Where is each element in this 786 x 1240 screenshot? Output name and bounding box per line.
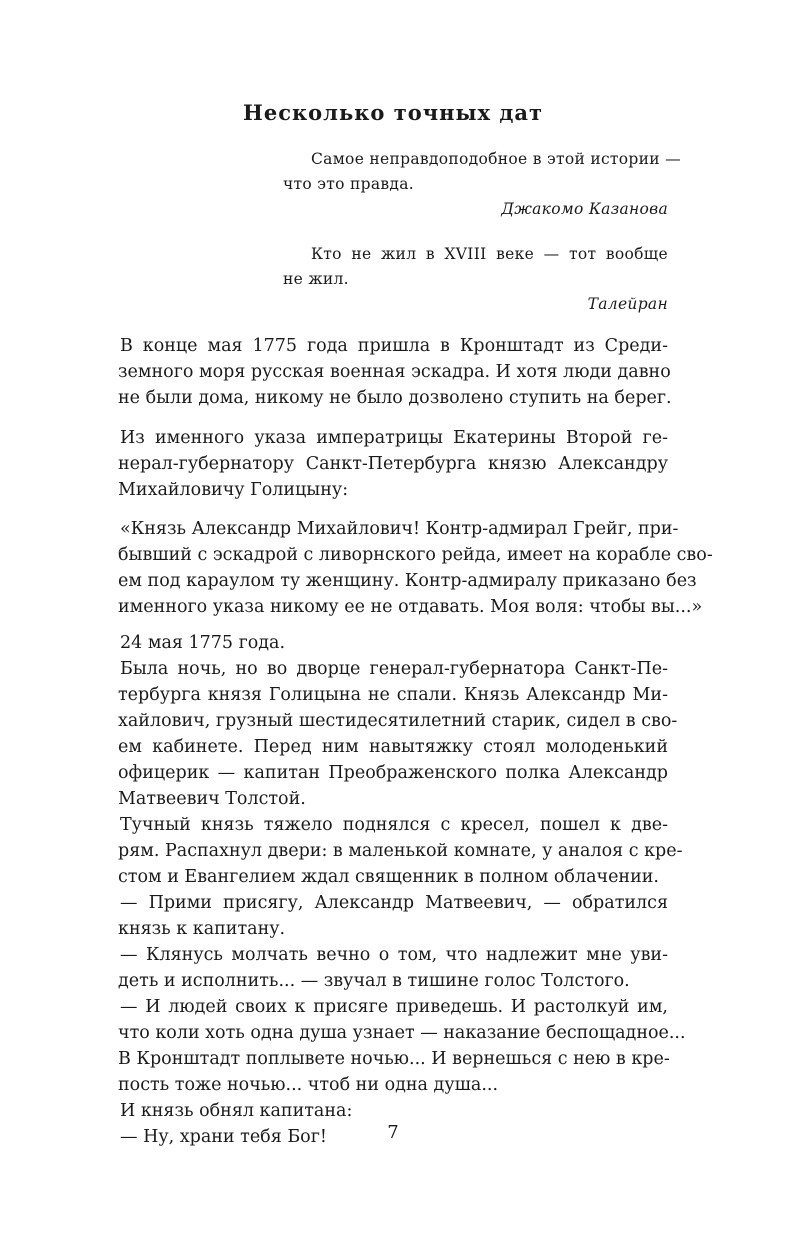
- text-line: ем под караулом ту женщину. Контр-адмиралу приказано без: [118, 571, 697, 591]
- text-line: И князь обнял капитана:: [120, 1101, 353, 1121]
- text-line: пость тоже ночью... чтоб ни одна душа...: [118, 1075, 499, 1095]
- text-line: стом и Евангелием ждал священник в полном облачении.: [118, 867, 659, 887]
- text-line: деть и исполнить... — звучал в тишине голос Толстого.: [118, 971, 630, 991]
- text-line: что коли хоть одна душа узнает — наказание беспощадное...: [118, 1023, 686, 1043]
- text-line: Была ночь, но во дворце генерал-губернатора Санкт-Пе-: [120, 659, 668, 679]
- text-line: не были дома, никому не было дозволено ступить на берег.: [118, 388, 672, 408]
- text-line: 24 мая 1775 года.: [120, 633, 286, 653]
- page-number: 7: [387, 1122, 399, 1143]
- epigraph-quote: [283, 147, 681, 197]
- text-line: — Прими присягу, Александр Матвеевич, — обратился: [120, 893, 668, 913]
- text-line: Из именного указа императрицы Екатерины Второй ге-: [120, 428, 668, 448]
- text-line: ем кабинете. Перед ним навытяжку стоял молоденький: [118, 737, 668, 757]
- text-line: — Ну, храни тебя Бог!: [120, 1127, 327, 1147]
- epigraph-quote: [283, 242, 668, 292]
- epigraph-line: Кто не жил в XVIII веке — тот вообще: [311, 245, 668, 263]
- text-line: Матвеевич Толстой.: [118, 789, 306, 809]
- text-line: именного указа никому ее не отдавать. Моя воля: чтобы вы...»: [118, 597, 703, 617]
- epigraph-author: Джакомо Казанова: [501, 200, 668, 218]
- paragraph-decree-intro: [118, 425, 668, 503]
- paragraph-decree-quote: [118, 516, 713, 620]
- epigraph-author: Талейран: [587, 295, 668, 313]
- epigraph-line: что это правда.: [283, 175, 415, 193]
- epigraph-talleyrand: [283, 242, 668, 317]
- text-line: Михайловичу Голицыну:: [118, 480, 349, 500]
- text-line: — Клянусь молчать вечно о том, что надлежит мне уви-: [120, 945, 668, 965]
- chapter-title: Несколько точных дат: [243, 100, 543, 125]
- paragraph-narrative: [118, 630, 686, 1150]
- text-line: В Кронштадт поплывете ночью... И вернешься с нею в кре-: [118, 1049, 670, 1069]
- text-line: нерал-губернатору Санкт-Петербурга князю Александру: [118, 454, 668, 474]
- text-line: хайлович, грузный шестидесятилетний старик, сидел в сво-: [118, 711, 678, 731]
- text-line: — И людей своих к присяге приведешь. И растолкуй им,: [120, 997, 668, 1017]
- epigraph-line: Самое неправдоподобное в этой истории —: [311, 150, 681, 168]
- epigraph-line: не жил.: [283, 270, 349, 288]
- text-line: князь к капитану.: [118, 919, 286, 939]
- text-line: земного моря русская военная эскадра. И хотя люди давно: [118, 362, 671, 382]
- text-line: бывший с эскадрой с ливорнского рейда, имеет на корабле сво-: [118, 545, 713, 565]
- epigraph-casanova: [283, 147, 681, 222]
- text-line: «Князь Александр Михайлович! Контр-адмирал Грейг, при-: [120, 519, 679, 539]
- text-line: рям. Распахнул двери: в маленькой комнате, у аналоя с кре-: [118, 841, 683, 861]
- text-line: тербурга князя Голицына не спали. Князь Александр Ми-: [118, 685, 668, 705]
- text-line: В конце мая 1775 года пришла в Кронштадт из Среди-: [120, 336, 668, 356]
- text-line: офицерик — капитан Преображенского полка Александр: [118, 763, 668, 783]
- text-line: Тучный князь тяжело поднялся с кресел, пошел к две-: [120, 815, 668, 835]
- paragraph-squadron: [118, 333, 672, 411]
